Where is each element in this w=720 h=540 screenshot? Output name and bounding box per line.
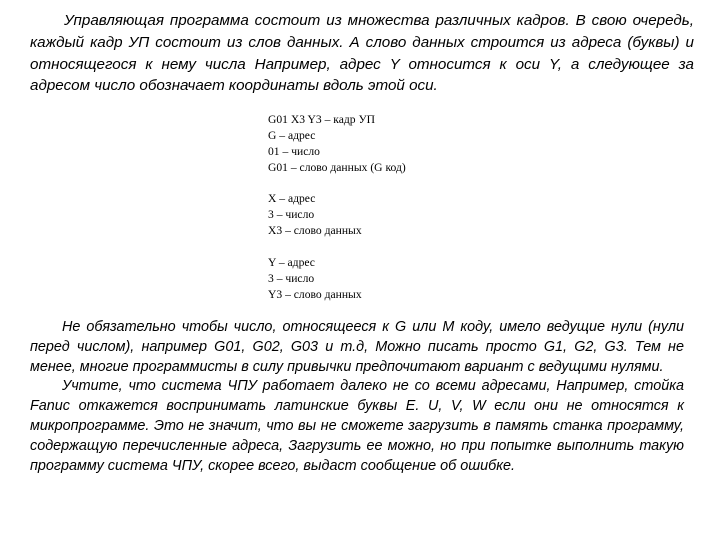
example-line: Y – адрес (268, 256, 315, 270)
example-spacer (268, 176, 468, 192)
example-line: G01 X3 Y3 – кадр УП (268, 113, 376, 126)
explanation-text (30, 318, 684, 476)
example-spacer (268, 239, 468, 255)
example-line: G – адрес (268, 128, 316, 142)
addresses-paragraph: Учтите, что система ЧПУ работает далеко не со всеми адресами, Например, стойка Fanuc откажется воспринимать латинские буквы E. U, V, W если они не относятся к микропрограмме. Это не значит, что вы не сможете загрузить в память станка программу, содержащую перечисленные адреса, Загрузить ее можно, но при попытке выполнить такую программу система ЧПУ, скорее всего, выдаст сообщение об ошибке. (30, 378, 684, 474)
nc-block-example (268, 112, 468, 303)
leading-zeros-paragraph: Не обязательно чтобы число, относящееся к G или M коду, имело ведущие нули (нули перед числом), например G01, G02, G03 и т.д, Можно писать просто G1, G2, G3. Тем не менее, многие программисты в силу привычки предпочитают вариант с ведущими нулями. (30, 319, 684, 375)
example-line: Y3 – слово данных (268, 287, 362, 301)
example-line: 3 – число (268, 208, 315, 222)
example-line: 3 – число (268, 271, 315, 285)
example-line: X3 – слово данных (268, 224, 362, 238)
example-line: X – адрес (268, 192, 316, 206)
example-line: G01 – слово данных (G код) (268, 160, 406, 174)
intro-paragraph: Управляющая программа состоит из множества различных кадров. В свою очередь, каждый кадр УП состоит из слов данных. А слово данных строится из адреса (буквы) и относящегося к нему числа Например, адрес Y относится к оси Y, а следующее за адресом число обозначает координаты вдоль этой оси. (30, 12, 694, 95)
example-line: 01 – число (268, 144, 320, 158)
